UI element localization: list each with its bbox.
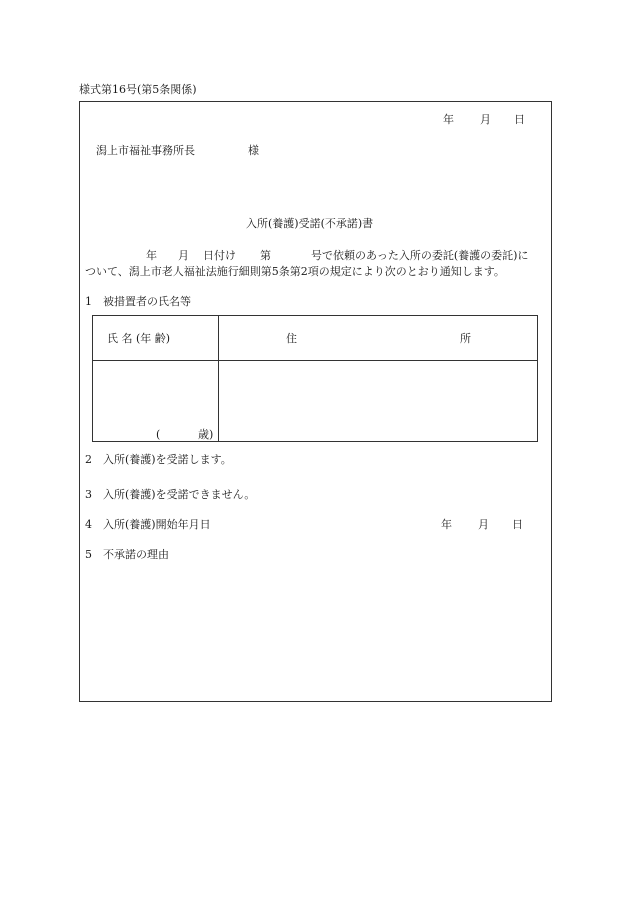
section4-day-label: 日 <box>512 518 523 531</box>
body-number-prefix: 第 <box>260 249 271 262</box>
age-open-paren: ( <box>156 428 161 441</box>
section4-label: 4 入所(養護)開始年月日 <box>85 518 211 531</box>
date-day-label: 日 <box>514 113 525 126</box>
body-year-label: 年 <box>146 249 157 262</box>
name-age-header: 氏 名 (年 齢) <box>107 332 171 345</box>
date-month-label: 月 <box>480 113 491 126</box>
table-header-divider <box>93 360 537 361</box>
addressee-honorific: 様 <box>248 144 259 157</box>
section4-month-label: 月 <box>478 518 489 531</box>
date-year-label: 年 <box>443 113 454 126</box>
address-header-left: 住 <box>286 332 297 345</box>
body-line1-text: 号で依頼のあった入所の委託(養護の委託)に <box>311 249 529 262</box>
address-header-right: 所 <box>460 332 471 345</box>
body-date-suffix: 日付け <box>203 249 236 262</box>
section4-year-label: 年 <box>441 518 452 531</box>
body-line2-text: ついて、潟上市老人福祉法施行細則第5条第2項の規定により次のとおり通知します。 <box>85 265 505 278</box>
document-title: 入所(養護)受諾(不承諾)書 <box>246 217 374 230</box>
form-number-label: 様式第16号(第5条関係) <box>79 83 197 96</box>
table-column-divider <box>218 316 219 441</box>
addressee-name: 潟上市福祉事務所長 <box>96 144 195 157</box>
subject-table <box>92 315 538 442</box>
age-unit-label: 歳) <box>198 428 214 441</box>
section3-label: 3 入所(養護)を受諾できません。 <box>85 488 256 501</box>
section2-label: 2 入所(養護)を受諾します。 <box>85 453 232 466</box>
section1-label: 1 被措置者の氏名等 <box>85 295 191 308</box>
body-month-label: 月 <box>178 249 189 262</box>
section5-label: 5 不承諾の理由 <box>85 548 169 561</box>
